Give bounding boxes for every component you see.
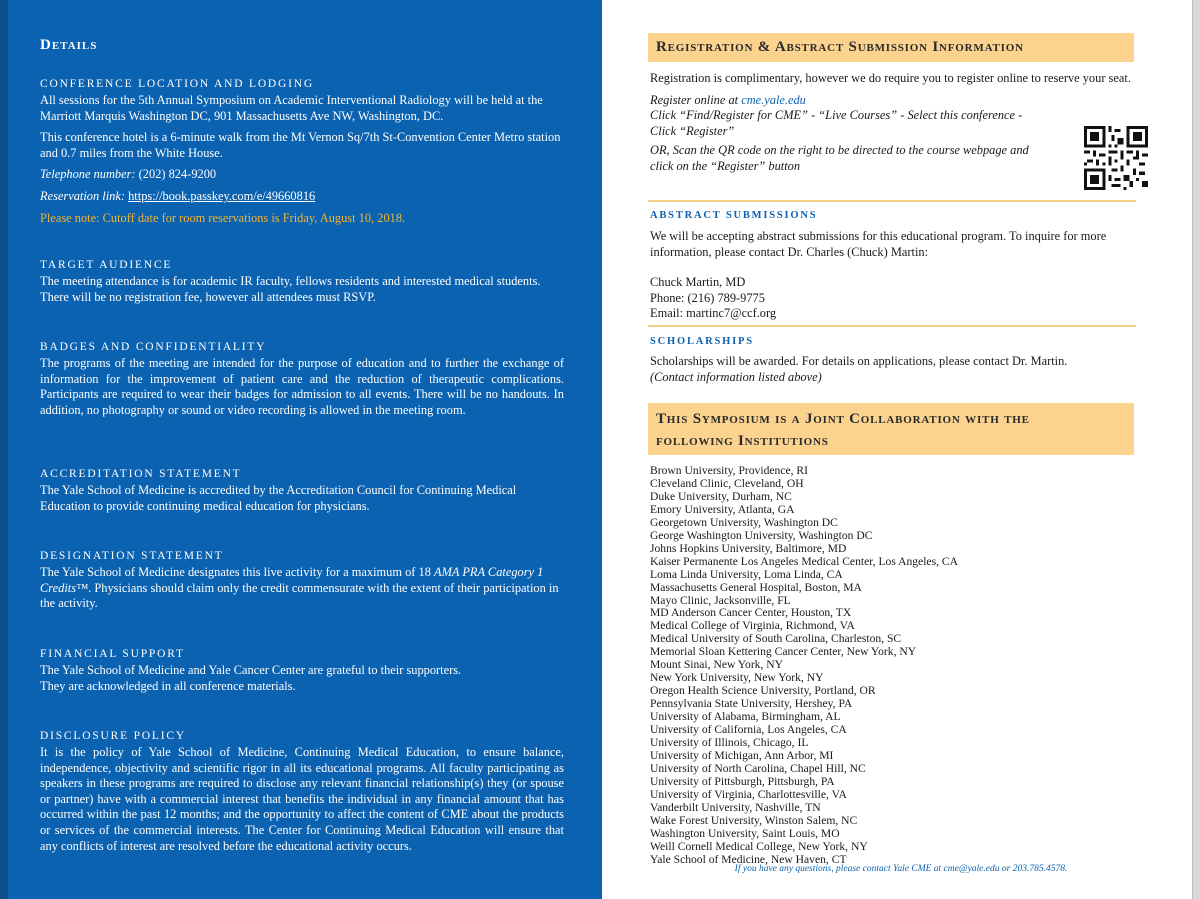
institution-item: Vanderbilt University, Nashville, TN — [650, 800, 821, 814]
scholarship-text: Scholarships will be awarded. For details on applications, please contact Dr. Martin. — [650, 354, 1068, 368]
institution-item: Medical College of Virginia, Richmond, VA — [650, 619, 855, 633]
institution-item: Cleveland Clinic, Cleveland, OH — [650, 476, 804, 490]
institution-item: Emory University, Atlanta, GA — [650, 502, 795, 516]
institution-item: University of Alabama, Birmingham, AL — [650, 710, 841, 724]
registration-section — [650, 71, 1136, 175]
contact-email[interactable]: Email: martinc7@ccf.org — [650, 306, 777, 321]
financial-section — [40, 647, 564, 694]
contact-footer: If you have any questions, please contact Yale CME at cme@yale.edu or 203.785.4578. — [734, 864, 1068, 874]
collaboration-banner — [648, 403, 1134, 455]
abstract-heading: ABSTRACT SUBMISSIONS — [650, 210, 818, 221]
institution-item: Brown University, Providence, RI — [650, 464, 808, 477]
cutoff-note: Please note: Cutoff date for room reservations is Friday, August 10, 2018. — [40, 210, 406, 225]
qr-instructions: OR, Scan the QR code on the right to be directed to the course webpage and click on the “Register” button — [650, 143, 1029, 173]
institution-item: Memorial Sloan Kettering Cancer Center, New York, NY — [650, 645, 917, 659]
institution-item: University of North Carolina, Chapel Hill, NC — [650, 761, 866, 775]
contact-name: Chuck Martin, MD — [650, 275, 746, 290]
designation-text-start: The Yale School of Medicine designates this live activity for a maximum of 18 — [40, 565, 435, 579]
institution-item: Massachusetts General Hospital, Boston, MA — [650, 580, 862, 594]
badges-section — [40, 340, 564, 418]
page-edge — [1192, 0, 1200, 899]
institution-item: Mount Sinai, New York, NY — [650, 658, 784, 672]
details-title: Details — [40, 37, 98, 53]
institution-item: George Washington University, Washington DC — [650, 528, 873, 542]
location-text-2: This conference hotel is a 6-minute walk from the Mt Vernon Sq/7th St-Convention Center Metro station and 0.7 miles from the White House. — [40, 130, 561, 160]
institution-item: University of California, Los Angeles, CA — [650, 723, 847, 737]
collaboration-banner-line-1: This Symposium is a Joint Collaboration with the — [656, 411, 1030, 427]
financial-line-1: The Yale School of Medicine and Yale Cancer Center are grateful to their supporters. — [40, 663, 462, 677]
designation-text-end: . Physicians should claim only the credit commensurate with the extent of their participation in the activity. — [40, 580, 559, 611]
registration-intro: Registration is complimentary, however we do require you to register online to reserve your seat. — [650, 71, 1131, 85]
location-heading: CONFERENCE LOCATION AND LODGING — [40, 78, 314, 90]
institution-item: Yale School of Medicine, New Haven, CT — [650, 852, 847, 866]
institution-item: Oregon Health Science University, Portland, OR — [650, 684, 876, 698]
scholarship-section — [650, 335, 1136, 385]
register-online-line — [650, 93, 1040, 109]
qr-code-icon[interactable] — [1084, 126, 1148, 190]
institution-item: New York University, New York, NY — [650, 671, 824, 685]
audience-text: The meeting attendance is for academic IR faculty, fellows residents and interested medical students. There will be no registration fee, however all attendees must RSVP. — [40, 274, 541, 304]
institution-item: University of Pittsburgh, Pittsburgh, PA — [650, 774, 835, 788]
institution-list — [650, 465, 958, 867]
disclosure-section — [40, 729, 564, 854]
institution-item: University of Illinois, Chicago, IL — [650, 736, 809, 750]
institution-item: Duke University, Durham, NC — [650, 489, 792, 503]
institution-item: Washington University, Saint Louis, MO — [650, 826, 840, 840]
badges-text: The programs of the meeting are intended for the purpose of education and to further the exchange of information for the improvement of patient care and the reduction of therapeutic complications. Participants are required to wear their badges for admission to all events. There will be no handouts. In addition, no photography or sound or video recording is allowed in the meeting room. — [40, 356, 564, 417]
phone-line — [40, 167, 564, 183]
institution-item: Loma Linda University, Loma Linda, CA — [650, 567, 843, 581]
accreditation-text: The Yale School of Medicine is accredited by the Accreditation Council for Continuing Medical Education to provide continuing medical education for physicians. — [40, 483, 517, 513]
registration-panel — [602, 0, 1200, 899]
accreditation-section — [40, 467, 564, 514]
institution-item: Wake Forest University, Winston Salem, NC — [650, 813, 858, 827]
institution-item: Weill Cornell Medical College, New York, NY — [650, 839, 868, 853]
abstract-text: We will be accepting abstract submissions for this educational program. To inquire for more information, please contact Dr. Charles (Chuck) Martin: — [650, 229, 1107, 259]
registration-banner: Registration & Abstract Submission Information — [648, 33, 1134, 62]
reservation-line — [40, 189, 564, 205]
institution-item: University of Michigan, Ann Arbor, MI — [650, 748, 834, 762]
audience-section — [40, 258, 564, 305]
credits-text: AMA PRA Category 1 Credits™ — [40, 565, 544, 595]
designation-heading: DESIGNATION STATEMENT — [40, 550, 224, 562]
register-online-label: Register online at — [650, 92, 742, 107]
institution-item: Georgetown University, Washington DC — [650, 515, 838, 529]
location-section — [40, 77, 564, 226]
phone-value: (202) 824-9200 — [138, 167, 217, 182]
institution-item: Mayo Clinic, Jacksonville, FL — [650, 593, 791, 607]
badges-heading: BADGES AND CONFIDENTIALITY — [40, 341, 267, 353]
institution-item: University of Virginia, Charlottesville, VA — [650, 787, 847, 801]
financial-line-2: They are acknowledged in all conference materials. — [40, 678, 296, 693]
financial-heading: FINANCIAL SUPPORT — [40, 648, 185, 660]
scholarship-note: (Contact information listed above) — [650, 369, 822, 384]
designation-section — [40, 549, 564, 612]
phone-label: Telephone number: — [40, 167, 136, 182]
register-online-link[interactable]: cme.yale.edu — [741, 92, 806, 107]
institution-item: Johns Hopkins University, Baltimore, MD — [650, 541, 847, 555]
institution-item: Pennsylvania State University, Hershey, PA — [650, 697, 853, 711]
scholarship-heading: SCHOLARSHIPS — [650, 336, 754, 347]
reservation-label: Reservation link: — [40, 188, 125, 203]
disclosure-text: It is the policy of Yale School of Medicine, Continuing Medical Education, to ensure balance, independence, objectivity and scientific rigor in all its educational programs. All faculty participating as speakers in these programs are required to disclose any relevant financial relationship(s) they (or spouse or partner) have with a commercial interest that benefits the individual in any financial amount that has occurred within the past 12 months; and the opportunity to affect the content of CME about the products or services of the commercial interests. The Center for Continuing Medical Education will ensure that any conflicts of interest are resolved before the educational activity occurs. — [40, 745, 564, 853]
register-steps: Click “Find/Register for CME” - “Live Courses” - Select this conference - Click “Register” — [650, 108, 1023, 138]
location-text-1: All sessions for the 5th Annual Symposium on Academic Interventional Radiology will be held at the Marriott Marquis Washington DC, 901 Massachusetts Ave NW, Washington, DC. — [40, 93, 543, 123]
reservation-link[interactable]: https://book.passkey.com/e/49660816 — [128, 188, 316, 203]
panel-edge — [0, 0, 8, 899]
institution-item: Medical University of South Carolina, Charleston, SC — [650, 632, 902, 646]
section-divider — [648, 325, 1136, 327]
section-divider — [648, 200, 1136, 202]
disclosure-heading: DISCLOSURE POLICY — [40, 730, 186, 742]
designation-text — [40, 565, 564, 612]
audience-heading: TARGET AUDIENCE — [40, 259, 173, 271]
institution-item: Kaiser Permanente Los Angeles Medical Center, Los Angeles, CA — [650, 554, 958, 568]
abstract-section — [650, 209, 1136, 322]
accreditation-heading: ACCREDITATION STATEMENT — [40, 468, 242, 480]
collaboration-banner-line-2: following Institutions — [656, 433, 829, 449]
contact-phone: Phone: (216) 789-9775 — [650, 290, 765, 305]
institution-item: MD Anderson Cancer Center, Houston, TX — [650, 606, 852, 620]
